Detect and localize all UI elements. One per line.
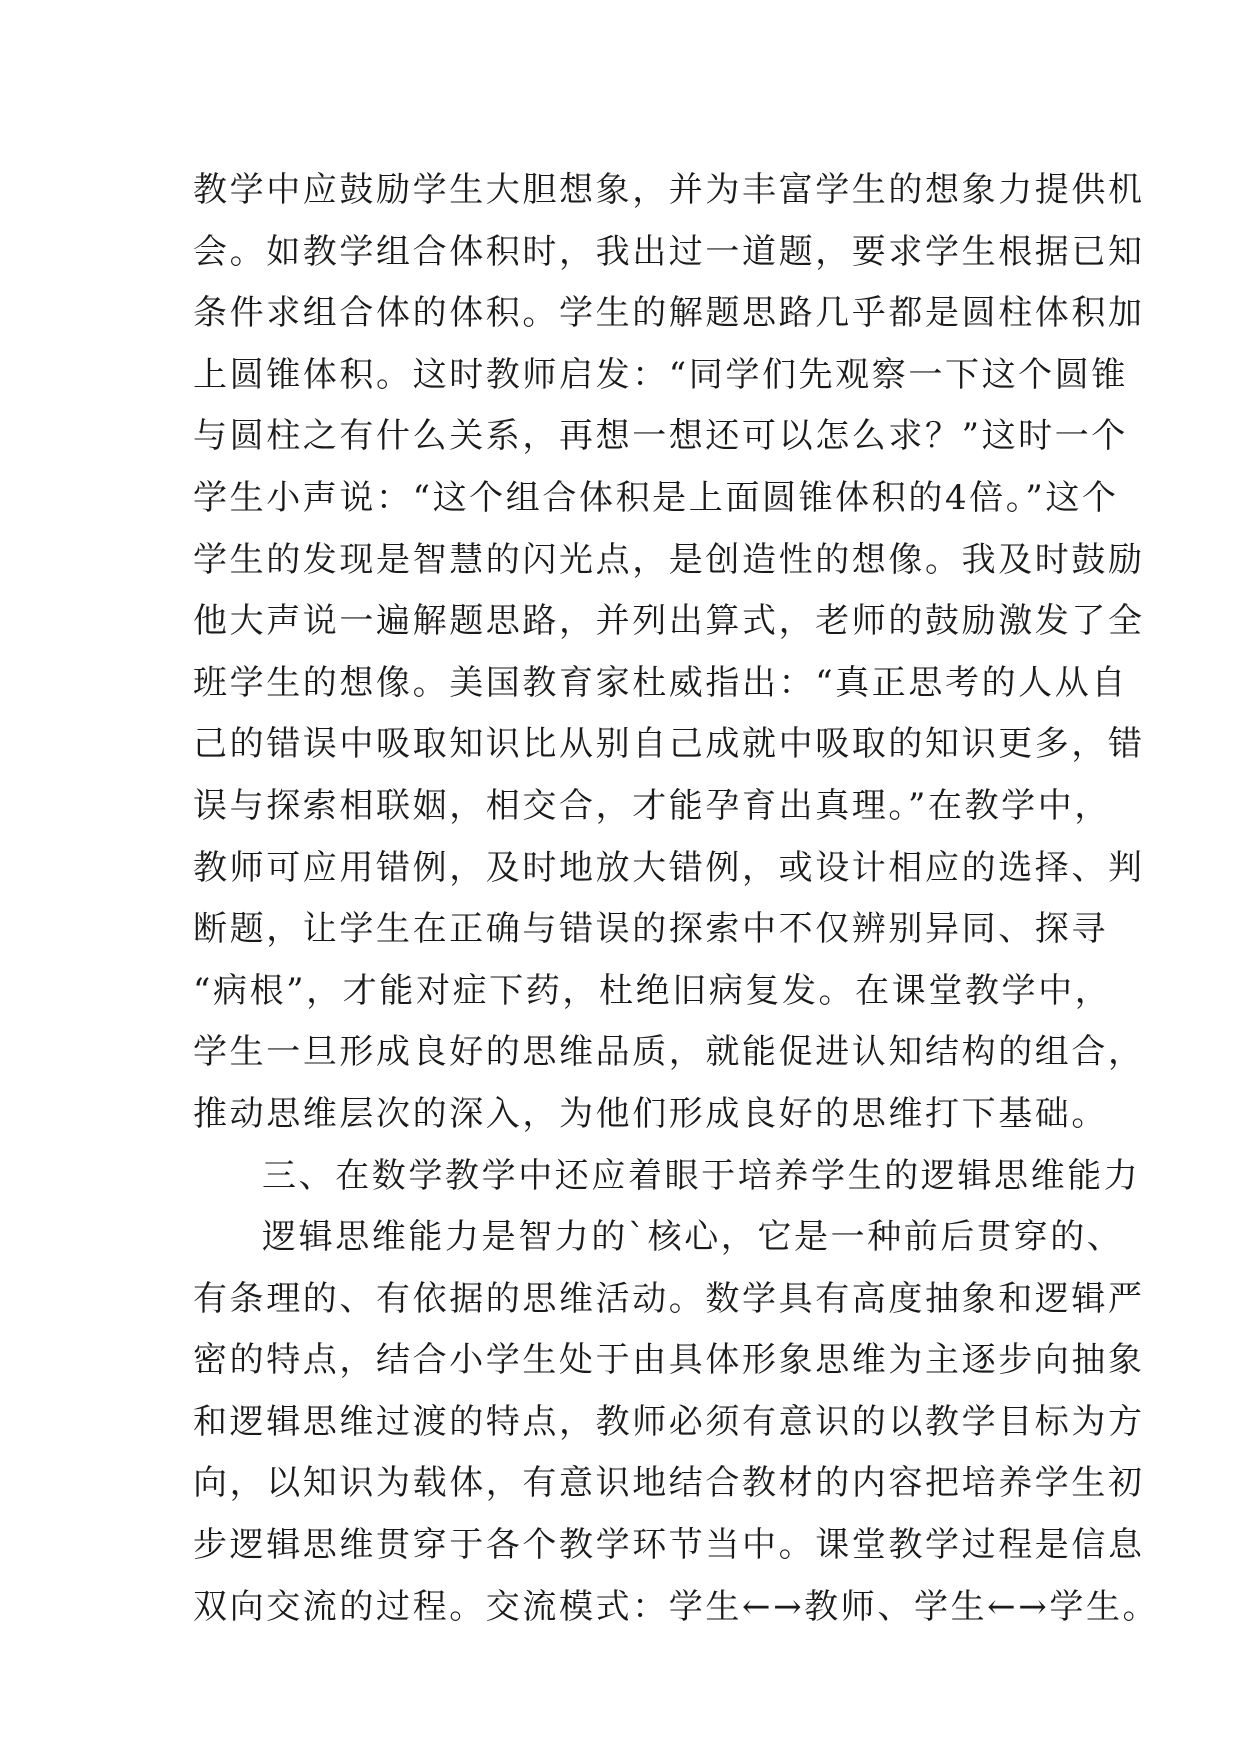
text-line: 与圆柱之有什么关系，再想一想还可以怎么求？”这时一个 [193,416,1128,457]
text-line: 教学中应鼓励学生大胆想象，并为丰富学生的想象力提供机 [193,170,1145,210]
text-line: 和逻辑思维过渡的特点，教师必须有意识的以教学目标为方 [193,1401,1145,1442]
text-line: 会。如教学组合体积时，我出过一道题，要求学生根据已知 [193,231,1145,272]
text-line: 有条理的、有依据的思维活动。数学具有高度抽象和逻辑严 [193,1278,1145,1319]
text-line: 班学生的想像。美国教育家杜威指出：“真正思考的人从自 [193,662,1128,703]
text-line: 向，以知识为载体，有意识地结合教材的内容把培养学生初 [193,1463,1145,1504]
text-line: “病根”，才能对症下药，杜绝旧病复发。在课堂教学中， [193,970,1112,1011]
text-line: 逻辑思维能力是智力的`核心，它是一种前后贯穿的、 [262,1217,1124,1258]
text-line: 断题，让学生在正确与错误的探索中不仅辨别异同、探寻 [193,909,1108,950]
document-body [193,160,1160,1638]
text-line: 他大声说一遍解题思路，并列出算式，老师的鼓励激发了全 [193,601,1145,642]
text-line: 学生一旦形成良好的思维品质，就能促进认知结构的组合， [193,1032,1145,1073]
text-line: 上圆锥体积。这时教师启发：“同学们先观察一下这个圆锥 [193,354,1128,395]
text-line: 双向交流的过程。交流模式：学生←→教师、学生←→学生。 [193,1586,1160,1627]
text-line: 教师可应用错例，及时地放大错例，或设计相应的选择、判 [193,847,1145,888]
text-line: 己的错误中吸取知识比从别自己成就中吸取的知识更多，错 [193,724,1145,765]
text-line: 推动思维层次的深入，为他们形成良好的思维打下基础。 [193,1093,1108,1134]
text-line: 条件求组合体的体积。学生的解题思路几乎都是圆柱体积加 [193,293,1145,334]
text-line: 步逻辑思维贯穿于各个教学环节当中。课堂教学过程是信息 [193,1525,1145,1566]
text-line: 误与探索相联姻，相交合，才能孕育出真理。”在教学中， [193,785,1111,826]
section-heading: 三、在数学教学中还应着眼于培养学生的逻辑思维能力 [262,1155,1141,1196]
text-line: 学生的发现是智慧的闪光点，是创造性的想像。我及时鼓励 [193,539,1145,580]
text-line: 学生小声说：“这个组合体积是上面圆锥体积的4倍。”这个 [193,477,1119,518]
text-line: 密的特点，结合小学生处于由具体形象思维为主逐步向抽象 [193,1340,1145,1381]
